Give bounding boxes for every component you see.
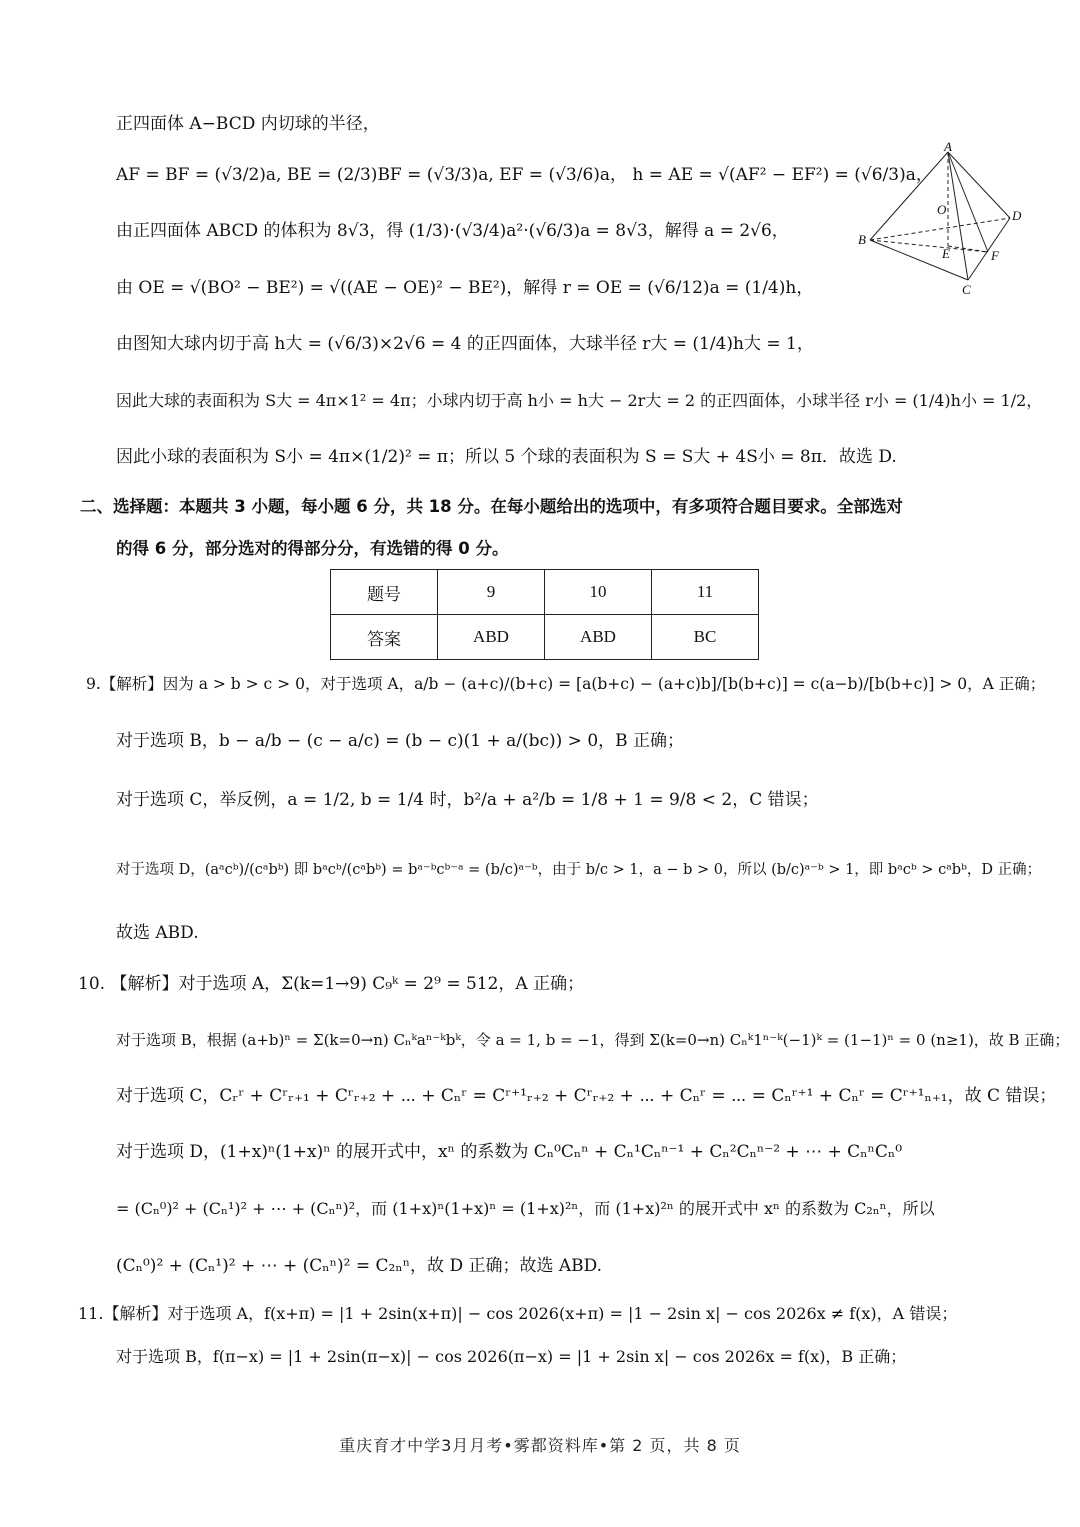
- q10-line-6: (Cₙ⁰)² + (Cₙ¹)² + ⋯ + (Cₙⁿ)² = C₂ₙⁿ，故 D 正确；故选 ABD.: [116, 1256, 603, 1276]
- q10-line-3: 对于选项 C，Cᵣʳ + Cʳᵣ₊₁ + Cʳᵣ₊₂ + ⋯ + Cₙʳ = Cʳ⁺¹ᵣ₊₂ + Cʳᵣ₊₂ + ⋯ + Cₙʳ = ⋯ = Cₙʳ⁺¹ + Cₙʳ = Cʳ⁺¹ₙ₊₁，故 C 错误；: [116, 1086, 1057, 1106]
- edge-bd-hidden: [870, 218, 1010, 240]
- edge-ab: [870, 152, 948, 240]
- edge-af: [948, 152, 988, 252]
- q9-line-3: 对于选项 C，举反例，a = 1/2, b = 1/4 时，b²/a + a²/b = 1/8 + 1 = 9/8 < 2，C 错误；: [116, 790, 819, 810]
- table-cell: 答案: [331, 615, 438, 660]
- figure-label-e: E: [942, 246, 950, 261]
- q11-line-2: 对于选项 B，f(π−x) = |1 + 2sin(π−x)| − cos 2026(π−x) = |1 + 2sin x| − cos 2026x = f(x)，B 正确；: [116, 1347, 907, 1366]
- answer-table: [330, 569, 759, 660]
- section-heading-line-1: 二、选择题：本题共 3 小题，每小题 6 分，共 18 分。在每小题给出的选项中，有多项符合题目要求。全部选对: [80, 497, 903, 516]
- q10-line-1: 10. 【解析】对于选项 A，Σ(k=1→9) C₉ᵏ = 2⁹ = 512，A 正确；: [78, 974, 585, 994]
- table-cell: BC: [652, 615, 759, 660]
- edge-ad: [948, 152, 1010, 218]
- q9-line-2: 对于选项 B，b − a/b − (c − a/c) = (b − c)(1 + a/(bc)) > 0，B 正确；: [116, 731, 685, 751]
- q10-line-4: 对于选项 D，(1+x)ⁿ(1+x)ⁿ 的展开式中，xⁿ 的系数为 Cₙ⁰Cₙⁿ + Cₙ¹Cₙⁿ⁻¹ + Cₙ²Cₙⁿ⁻² + ⋯ + CₙⁿCₙ⁰: [116, 1142, 903, 1162]
- table-cell: 10: [545, 570, 652, 615]
- text-line-2: AF = BF = (√3/2)a, BE = (2/3)BF = (√3/3)a, EF = (√3/6)a， h = AE = √(AF² − EF²) = (√6/3)a，: [116, 165, 933, 185]
- tetrahedron-figure: [858, 140, 1038, 300]
- figure-label-o: O: [937, 202, 947, 217]
- table-cell: ABD: [545, 615, 652, 660]
- figure-label-f: F: [991, 248, 999, 263]
- table-cell: ABD: [438, 615, 545, 660]
- text-line-7: 因此小球的表面积为 S小 = 4π×(1/2)² = π；所以 5 个球的表面积为 S = S大 + 4S小 = 8π．故选 D.: [116, 447, 897, 467]
- figure-label-d: D: [1012, 208, 1022, 223]
- text-line-5: 由图知大球内切于高 h大 = (√6/3)×2√6 = 4 的正四面体，大球半径 r大 = (1/4)h大 = 1，: [116, 334, 814, 354]
- table-cell: 11: [652, 570, 759, 615]
- figure-label-b: B: [858, 232, 866, 247]
- text-line-4: 由 OE = √(BO² − BE²) = √((AE − OE)² − BE²)，解得 r = OE = (√6/12)a = (1/4)h，: [116, 278, 814, 298]
- q10-line-5: = (Cₙ⁰)² + (Cₙ¹)² + ⋯ + (Cₙⁿ)²，而 (1+x)ⁿ(1+x)ⁿ = (1+x)²ⁿ，而 (1+x)²ⁿ 的展开式中 xⁿ 的系数为 C₂ₙⁿ，所以: [116, 1199, 935, 1218]
- edge-bc: [870, 240, 968, 280]
- text-line-1: 正四面体 A−BCD 内切球的半径，: [116, 114, 380, 134]
- figure-label-c: C: [962, 282, 971, 297]
- table-cell: 9: [438, 570, 545, 615]
- q10-line-2: 对于选项 B，根据 (a+b)ⁿ = Σ(k=0→n) Cₙᵏaⁿ⁻ᵏbᵏ，令 a = 1, b = −1，得到 Σ(k=0→n) Cₙᵏ1ⁿ⁻ᵏ(−1)ᵏ = (1−1)ⁿ = 0 (n≥1)，故 B 正确；: [116, 1031, 1070, 1049]
- figure-label-a: A: [944, 140, 952, 154]
- answer-table-answer-row: [331, 615, 759, 660]
- table-cell: 题号: [331, 570, 438, 615]
- edge-cd: [968, 218, 1010, 280]
- q11-line-1: 11.【解析】对于选项 A，f(x+π) = |1 + 2sin(x+π)| − cos 2026(x+π) = |1 − 2sin x| − cos 2026x ≠ f(x)，A 错误；: [78, 1304, 958, 1323]
- page-footer: 重庆育才中学3月月考•雾都资料库•第 2 页，共 8 页: [339, 1436, 741, 1455]
- answer-table-header-row: [331, 570, 759, 615]
- text-line-3: 由正四面体 ABCD 的体积为 8√3，得 (1/3)·(√3/4)a²·(√6/3)a = 8√3，解得 a = 2√6，: [116, 221, 789, 241]
- q9-line-5: 故选 ABD.: [116, 923, 199, 943]
- line-bf-hidden: [870, 240, 988, 252]
- section-heading-line-2: 的得 6 分，部分选对的得部分分，有选错的得 0 分。: [116, 539, 509, 558]
- text-line-6: 因此大球的表面积为 S大 = 4π×1² = 4π；小球内切于高 h小 = h大 − 2r大 = 2 的正四面体，小球半径 r小 = (1/4)h小 = 1/2，: [116, 391, 1043, 410]
- q9-line-1: 9.【解析】因为 a > b > c > 0，对于选项 A，a/b − (a+c)/(b+c) = [a(b+c) − (a+c)b]/[b(b+c)] = c(a−b)/[b(b+c)] > 0，A 正确；: [86, 675, 1046, 693]
- q9-line-4: 对于选项 D，(aᵃcᵇ)/(cᵃbᵇ) 即 bᵃcᵇ/(cᵃbᵇ) = bᵃ⁻ᵇcᵇ⁻ᵃ = (b/c)ᵃ⁻ᵇ，由于 b/c > 1，a − b > 0，所以 (b/c)ᵃ⁻ᵇ > 1，即 bᵃcᵇ > cᵃbᵇ，D 正确；: [116, 862, 1042, 878]
- edge-ac: [948, 152, 968, 280]
